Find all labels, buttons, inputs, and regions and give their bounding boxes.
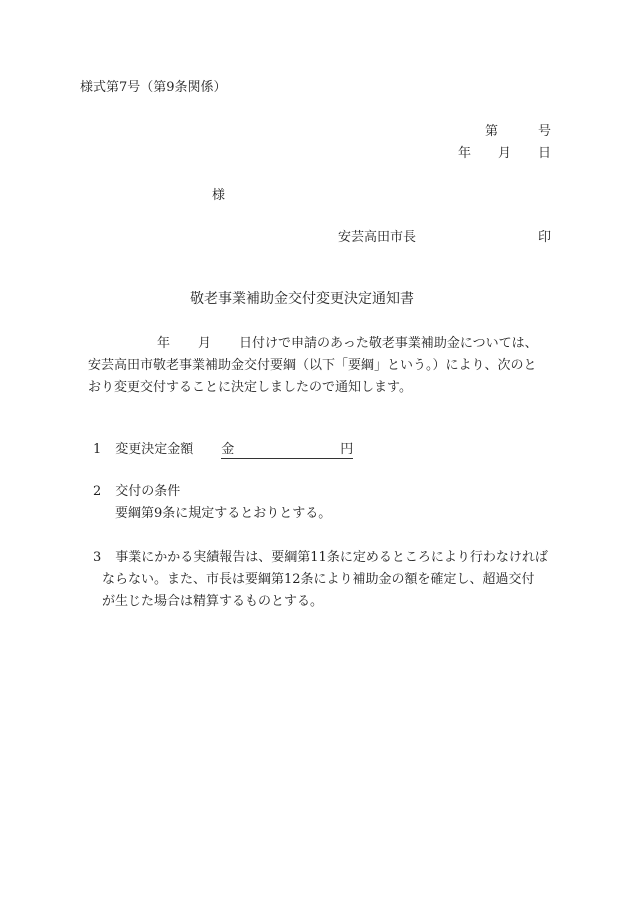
item-line2: ならない。また、市長は要綱第12条により補助金の額を確定し、超過交付 bbox=[102, 572, 535, 587]
document-title: 敬老事業補助金交付変更決定通知書 bbox=[190, 291, 414, 307]
date-year: 年 bbox=[458, 146, 472, 161]
issue-date bbox=[458, 147, 551, 160]
amount-prefix: 金 bbox=[221, 442, 235, 457]
number-prefix: 第 bbox=[485, 124, 499, 139]
date-month: 月 bbox=[498, 146, 512, 161]
seal-mark: 印 bbox=[538, 230, 552, 245]
item-report bbox=[93, 547, 563, 613]
notice-body bbox=[88, 333, 561, 399]
amount-field bbox=[221, 443, 353, 459]
item-number: 2 bbox=[93, 484, 102, 499]
issuer-name: 安芸高田市長 bbox=[338, 230, 417, 245]
form-number: 様式第7号（第9条関係） bbox=[80, 80, 227, 95]
amount-suffix: 円 bbox=[340, 442, 354, 457]
body-line1: 日付けで申請のあった敬老事業補助金については、 bbox=[239, 336, 538, 351]
body-month: 月 bbox=[198, 336, 212, 351]
item-number: 1 bbox=[93, 442, 102, 457]
addressee-suffix: 様 bbox=[212, 188, 226, 203]
body-line2: 安芸高田市敬老事業補助金交付要綱（以下「要綱」という。）により、次のと bbox=[88, 358, 537, 373]
body-line3: おり変更交付することに決定しましたので通知します。 bbox=[88, 380, 412, 395]
body-year: 年 bbox=[157, 336, 171, 351]
number-suffix: 号 bbox=[538, 124, 552, 139]
item-label: 交付の条件 bbox=[115, 484, 181, 499]
document-number bbox=[485, 125, 551, 138]
item-line3: が生じた場合は精算するものとする。 bbox=[102, 594, 324, 609]
date-day: 日 bbox=[538, 146, 552, 161]
item-conditions bbox=[93, 485, 180, 498]
item-conditions-detail: 要綱第9条に規定するとおりとする。 bbox=[115, 506, 332, 521]
item-number: 3 bbox=[93, 550, 102, 565]
item-change-amount bbox=[93, 443, 353, 459]
item-line1: 事業にかかる実績報告は、要綱第11条に定めるところにより行わなければ bbox=[115, 550, 548, 565]
item-label: 変更決定金額 bbox=[115, 442, 194, 457]
